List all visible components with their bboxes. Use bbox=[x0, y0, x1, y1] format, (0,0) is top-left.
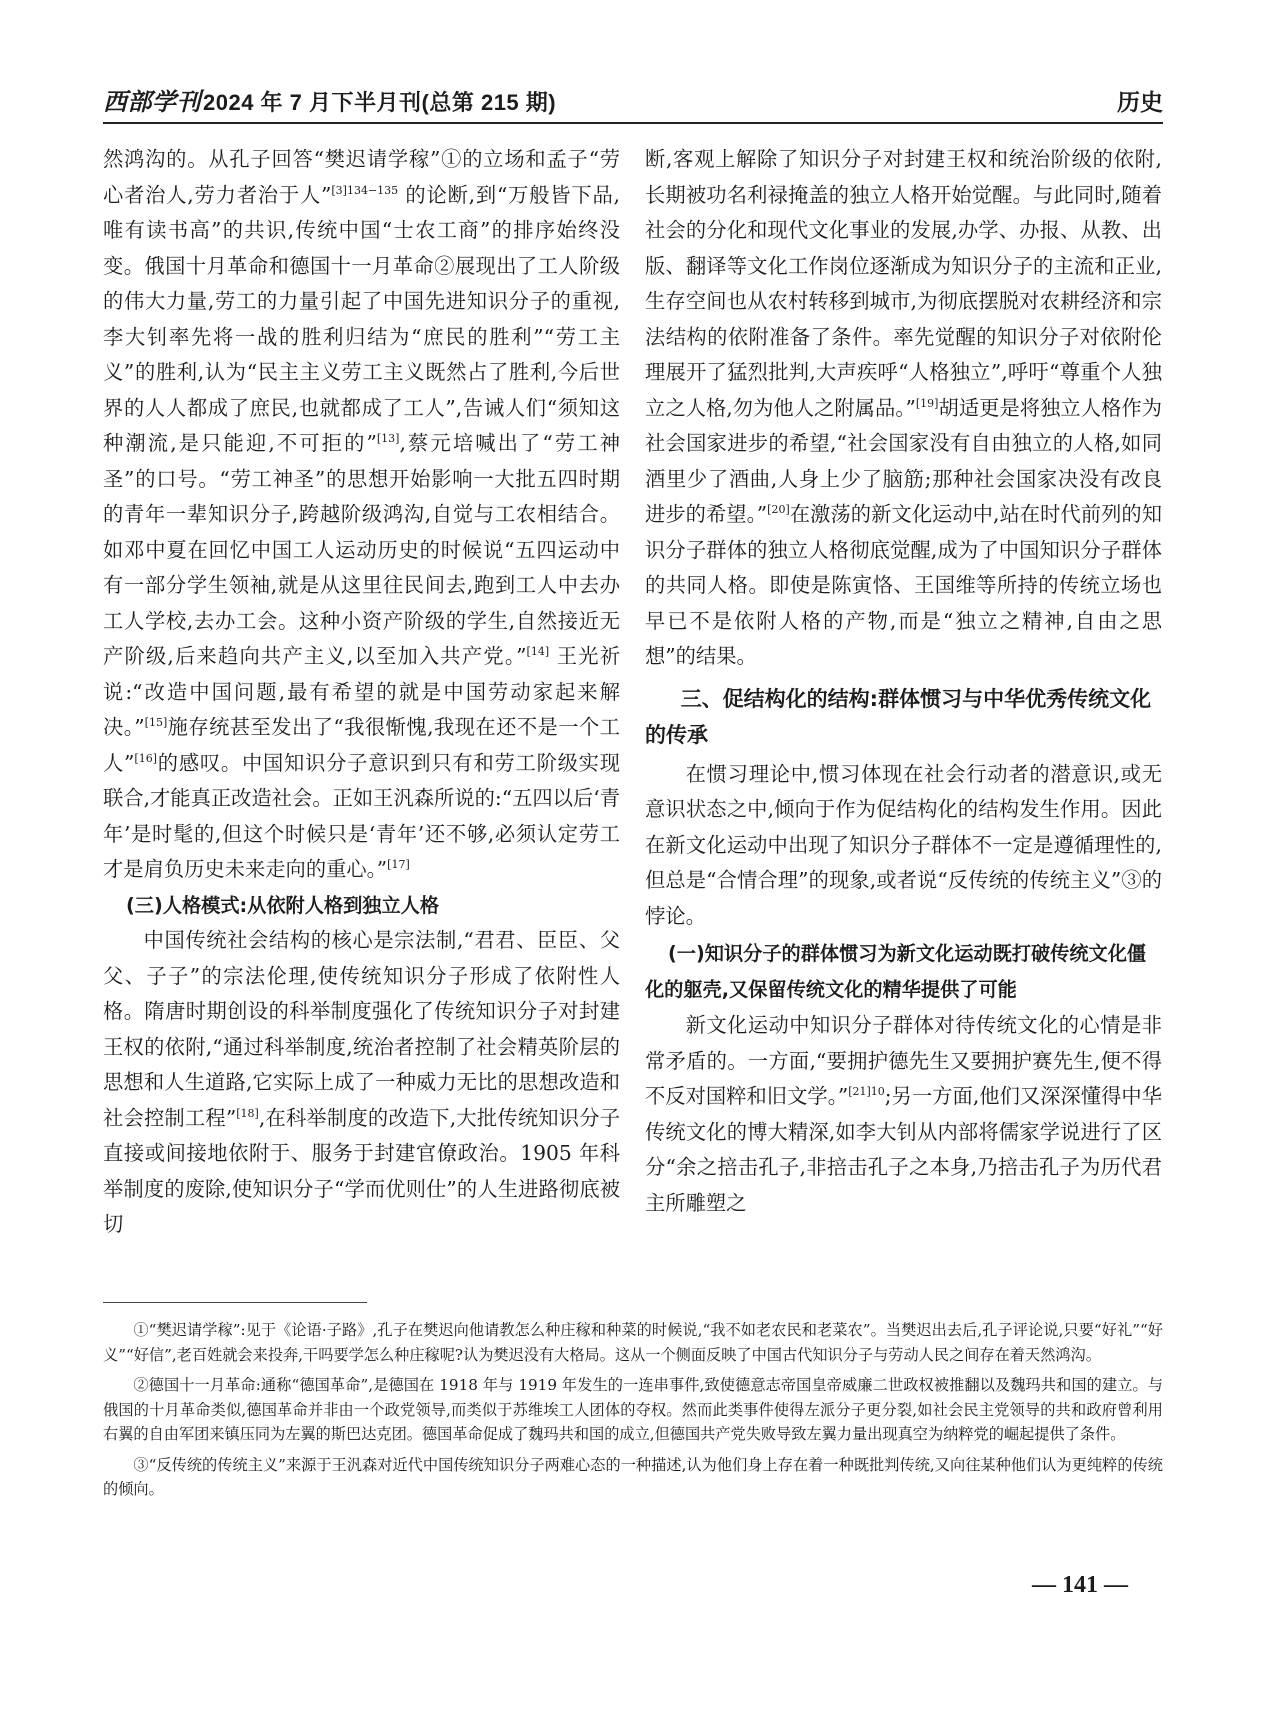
text: 新文化运动中知识分子群体对待传统文化的心情是非常矛盾的。一方面,“要拥护德先生又要拥护赛先生,便不得不反对国粹和旧文学。” bbox=[645, 1013, 1162, 1108]
footnote-2: ②德国十一月革命:通称“德国革命”,是德国在 1918 年与 1919 年发生的一连串事件,致使德意志帝国皇帝威廉二世政权被推翻以及魏玛共和国的建立。与俄国的十月革命类似,德国革命并非由一个政党领导,而类似于苏维埃工人团体的夺权。然而此类事件使得左派分子更分裂,如社会民主党领导的共和政府曾利用右翼的自由军团来镇压同为左翼的斯巴达克团。德国革命促成了魏玛共和国的成立,但德国共产党失败导致左翼力量出现真空为纳粹党的崛起提供了条件。 bbox=[103, 1376, 1163, 1443]
citation: [15] bbox=[144, 716, 168, 729]
text: 的感叹。中国知识分子意识到只有和劳工阶级实现联合,才能真正改造社会。正如王汎森所说的:“五四以后‘青年’是时髦的,但这个时候只是‘青年’还不够,必须认定劳工才是肩负历史未来走向的重心。” bbox=[103, 750, 620, 881]
journal-issue bbox=[103, 86, 556, 119]
footnote-rule bbox=[103, 1302, 367, 1303]
right-column bbox=[645, 142, 1162, 1221]
text: ;另一方面,他们又深深懂得中华传统文化的博大精深,如李大钊从内部将儒家学说进行了区分“余之掊击孔子,非掊击孔子之本身,乃掊击孔子为历代君主所雕塑之 bbox=[645, 1084, 1162, 1215]
citation: [21]10 bbox=[848, 1085, 885, 1098]
citation: [13] bbox=[376, 432, 400, 445]
citation: [16] bbox=[134, 751, 158, 765]
text: 胡适更是将独立人格作为社会国家进步的希望,“社会国家没有自由独立的人格,如同酒里少了酒曲,人身上少了脑筋;那种社会国家决没有改良进步的希望。” bbox=[645, 395, 1162, 526]
citation: [20] bbox=[767, 503, 790, 516]
citation: [3]134−135 bbox=[331, 183, 399, 197]
citation: [19] bbox=[915, 396, 939, 410]
section-heading: 三、促结构化的结构:群体惯习与中华优秀传统文化的传承 bbox=[645, 686, 1152, 747]
citation: [18] bbox=[236, 1106, 259, 1120]
text: 然鸿沟的。从孔子回答“樊迟请学稼”①的立场和孟子“劳心者治人,劳力者治于人” bbox=[103, 147, 620, 207]
citation: [17] bbox=[387, 858, 410, 871]
section-label: 历史 bbox=[1117, 89, 1163, 115]
footnote-1: ①“樊迟请学稼”:见于《论语·子路》,孔子在樊迟向他请教怎么种庄稼和种菜的时候说,“我不如老农民和老菜农”。当樊迟出去后,孔子评论说,只要“好礼”“好义”“好信”,老百姓就会来投奔,干吗要学怎么种庄稼呢?认为樊迟没有大格局。这从一个侧面反映了中国古代知识分子与劳动人民之间存在着天然鸿沟。 bbox=[103, 1321, 1163, 1364]
page-number: — 141 — bbox=[1032, 1572, 1128, 1598]
paragraph bbox=[103, 142, 620, 888]
paragraph bbox=[645, 757, 1162, 935]
paragraph bbox=[645, 1008, 1162, 1221]
text: ,在科举制度的改造下,大批传统知识分子直接或间接地依附于、服务于封建官僚政治。1905 年科举制度的废除,使知识分子“学而优则仕”的人生进路彻底被切 bbox=[103, 1105, 620, 1236]
text: 的论断,到“万般皆下品,唯有读书高”的共识,传统中国“士农工商”的排序始终没变。俄国十月革命和德国十一月革命②展现出了工人阶级的伟大力量,劳工的力量引起了中国先进知识分子的重视,李大钊率先将一战的胜利归结为“庶民的胜利”“劳工主义”的胜利,认为“民主主义劳工主义既然占了胜利,今后世界的人人都成了庶民,也就都成了工人”,告诫人们“须知这种潮流,是只能迎,不可拒的” bbox=[103, 182, 620, 455]
footnotes bbox=[103, 1318, 1163, 1508]
paragraph bbox=[103, 923, 620, 1243]
text: 施存统甚至发出了“我很惭愧,我现在还不是一个工人” bbox=[103, 715, 620, 775]
journal-logo: 西部学刊 bbox=[103, 87, 201, 116]
text: 断,客观上解除了知识分子对封建王权和统治阶级的依附,长期被功名利禄掩盖的独立人格开始觉醒。与此同时,随着社会的分化和现代文化事业的发展,办学、办报、从教、出版、翻译等文化工作岗位逐渐成为知识分子的主流和正业,生存空间也从农村转移到城市,为彻底摆脱对农耕经济和宗法结构的依附准备了条件。率先觉醒的知识分子对依附伦理展开了猛烈批判,大声疾呼“人格独立”,呼吁“尊重个人独立之人格,勿为他人之附属品。” bbox=[645, 147, 1162, 420]
paragraph bbox=[645, 142, 1162, 675]
text: ,蔡元培喊出了“劳工神圣”的口号。“劳工神圣”的思想开始影响一大批五四时期的青年一辈知识分子,跨越阶级鸿沟,自觉与工农相结合。如邓中夏在回忆中国工人运动历史的时候说“五四运动中有一部分学生领袖,就是从这里往民间去,跑到工人中去办工人学校,去办工会。这种小资产阶级的学生,自然接近无产阶级,后来趋向共产主义,以至加入共产党。” bbox=[103, 431, 621, 668]
subsection-heading: (三)人格模式:从依附人格到独立人格 bbox=[126, 893, 440, 917]
left-column bbox=[103, 142, 620, 1243]
text: 中国传统社会结构的核心是宗法制,“君君、臣臣、父父、子子”的宗法伦理,使传统知识分子形成了依附性人格。隋唐时期创设的科举制度强化了传统知识分子对封建王权的依附,“通过科举制度,统治者控制了社会精英阶层的思想和人生道路,它实际上成了一种威力无比的思想改造和社会控制工程” bbox=[103, 928, 620, 1130]
header-rule bbox=[103, 122, 1163, 124]
text: 在惯习理论中,惯习体现在社会行动者的潜意识,或无意识状态之中,倾向于作为促结构化的结构发生作用。因此在新文化运动中出现了知识分子群体不一定是遵循理性的,但总是“合情合理”的现象,或者说“反传统的传统主义”③的悖论。 bbox=[645, 761, 1162, 928]
subsection-heading: (一)知识分子的群体惯习为新文化运动既打破传统文化僵化的躯壳,又保留传统文化的精华提供了可能 bbox=[645, 942, 1147, 1001]
text: 在激荡的新文化运动中,站在时代前列的知识分子群体的独立人格彻底觉醒,成为了中国知识分子群体的共同人格。即使是陈寅恪、王国维等所持的传统立场也早已不是依附人格的产物,而是“独立之精神,自由之思想”的结果。 bbox=[645, 502, 1162, 668]
issue-info: 2024 年 7 月下半月刊(总第 215 期) bbox=[203, 90, 557, 115]
citation: [14] bbox=[526, 645, 550, 658]
text: 王光祈说:“改造中国问题,最有希望的就是中国劳动家起来解决。” bbox=[103, 644, 620, 739]
footnote-3: ③“反传统的传统主义”来源于王汎森对近代中国传统知识分子两难心态的一种描述,认为他们身上存在着一种既批判传统,又向往某种他们认为更纯粹的传统的倾向。 bbox=[103, 1455, 1163, 1498]
page-header bbox=[103, 86, 1163, 126]
